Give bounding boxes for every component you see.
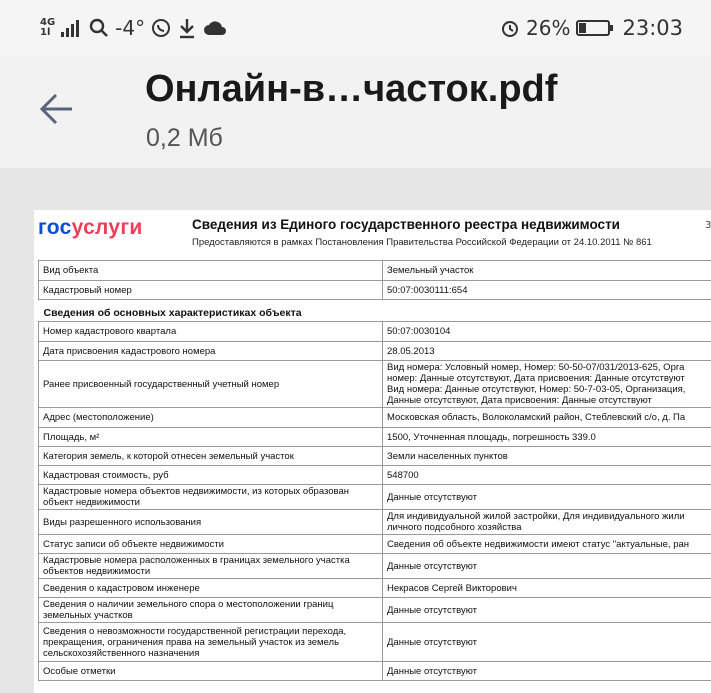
network-type-label: 4G <box>40 17 56 28</box>
back-arrow-icon[interactable] <box>38 90 76 128</box>
status-bar-right <box>500 16 683 40</box>
file-title: Онлайн-в…часток.pdf <box>145 68 558 110</box>
battery-percent: 26% <box>526 16 571 40</box>
row-value: Данные отсутствуют <box>383 623 711 662</box>
table-row <box>39 361 711 408</box>
row-key: Адрес (местоположение) <box>39 408 383 428</box>
row-key: Ранее присвоенный государственный учетный номер <box>39 361 383 408</box>
row-value: Данные отсутствуют <box>383 485 711 510</box>
table-row <box>39 485 711 510</box>
cloud-icon <box>203 19 227 37</box>
row-value: 1500, Уточненная площадь, погрешность 339.0 <box>383 428 711 447</box>
row-key: Вид объекта <box>39 261 383 281</box>
table-row <box>39 261 711 281</box>
signal-icon <box>61 19 79 37</box>
status-bar <box>0 0 711 56</box>
row-value: Данные отсутствуют <box>383 662 711 681</box>
table-row <box>39 535 711 554</box>
temperature: -4° <box>115 16 146 40</box>
table-row <box>39 281 711 300</box>
download-icon <box>177 17 197 39</box>
battery-icon <box>576 20 610 36</box>
row-key: Кадастровая стоимость, руб <box>39 466 383 485</box>
row-value: Московская область, Волоколамский район, Стеблевский с/о, д. Па <box>383 408 711 428</box>
page-marker: 3 <box>705 220 711 231</box>
table-row <box>39 447 711 466</box>
row-key: Сведения о невозможности государственной регистрации перехода, прекращения, ограничения права на земельный участок из земель сельскохозяйственного назначения <box>39 623 383 662</box>
logo-part-2: услуги <box>71 216 143 239</box>
whatsapp-icon <box>151 18 171 38</box>
table-row <box>39 428 711 447</box>
document-title: Сведения из Единого государственного реестра недвижимости <box>192 217 620 232</box>
table-row <box>39 466 711 485</box>
table-row <box>39 322 711 342</box>
row-value: Вид номера: Условный номер, Номер: 50-50-07/031/2013-625, Орга номер: Данные отсутствуют, Дата присвоения: Данные отсутствуют Вид номера: Данные отсутствуют, Номер: 50-7-03-05, Организация, Данные отсутствуют, Дата присвоения: Данные отсутствуют <box>383 361 711 408</box>
row-key: Статус записи об объекте недвижимости <box>39 535 383 554</box>
row-value: Для индивидуальной жилой застройки, Для индивидуального жили личного подсобного хозяйства <box>383 510 711 535</box>
section-heading: Сведения об основных характеристиках объекта <box>39 300 711 322</box>
data-table <box>38 260 711 681</box>
row-key: Особые отметки <box>39 662 383 681</box>
row-value: Земельный участок <box>383 261 711 281</box>
network-type <box>40 18 55 38</box>
logo-part-1: гос <box>38 216 72 239</box>
search-icon <box>89 18 109 38</box>
row-value: 28.05.2013 <box>383 342 711 361</box>
row-value: 548700 <box>383 466 711 485</box>
row-key: Дата присвоения кадастрового номера <box>39 342 383 361</box>
table-row <box>39 510 711 535</box>
row-key: Кадастровый номер <box>39 281 383 300</box>
row-value: Данные отсутствуют <box>383 554 711 579</box>
row-key: Площадь, м² <box>39 428 383 447</box>
row-key: Сведения о кадастровом инженере <box>39 579 383 598</box>
section-heading-row <box>39 300 711 322</box>
row-key: Виды разрешенного использования <box>39 510 383 535</box>
table-row <box>39 623 711 662</box>
pdf-viewer[interactable] <box>0 168 711 693</box>
row-value: 50:07:0030111:654 <box>383 281 711 300</box>
table-row <box>39 579 711 598</box>
alarm-icon <box>500 18 520 38</box>
app-header <box>0 56 711 168</box>
document-subtitle: Предоставляются в рамках Постановления Правительства Российской Федерации от 24.10.2011 № 861 <box>192 237 652 248</box>
row-value: Земли населенных пунктов <box>383 447 711 466</box>
gosuslugi-logo <box>38 216 143 240</box>
battery-level <box>579 23 586 33</box>
pdf-page <box>34 210 711 693</box>
row-key: Сведения о наличии земельного спора о местоположении границ земельных участков <box>39 598 383 623</box>
table-row <box>39 554 711 579</box>
row-value: 50:07:0030104 <box>383 322 711 342</box>
row-key: Номер кадастрового квартала <box>39 322 383 342</box>
file-size: 0,2 Мб <box>146 124 223 152</box>
row-value: Некрасов Сергей Викторович <box>383 579 711 598</box>
table-row <box>39 408 711 428</box>
table-row <box>39 598 711 623</box>
status-bar-left <box>40 16 227 40</box>
row-value: Данные отсутствуют <box>383 598 711 623</box>
network-activity-label: 1l <box>40 27 51 38</box>
table-row <box>39 342 711 361</box>
clock: 23:03 <box>622 16 683 40</box>
row-key: Категория земель, к которой отнесен земельный участок <box>39 447 383 466</box>
row-key: Кадастровые номера расположенных в границах земельного участка объектов недвижимости <box>39 554 383 579</box>
table-row <box>39 662 711 681</box>
row-value: Сведения об объекте недвижимости имеют статус "актуальные, ран <box>383 535 711 554</box>
row-key: Кадастровые номера объектов недвижимости, из которых образован объект недвижимости <box>39 485 383 510</box>
